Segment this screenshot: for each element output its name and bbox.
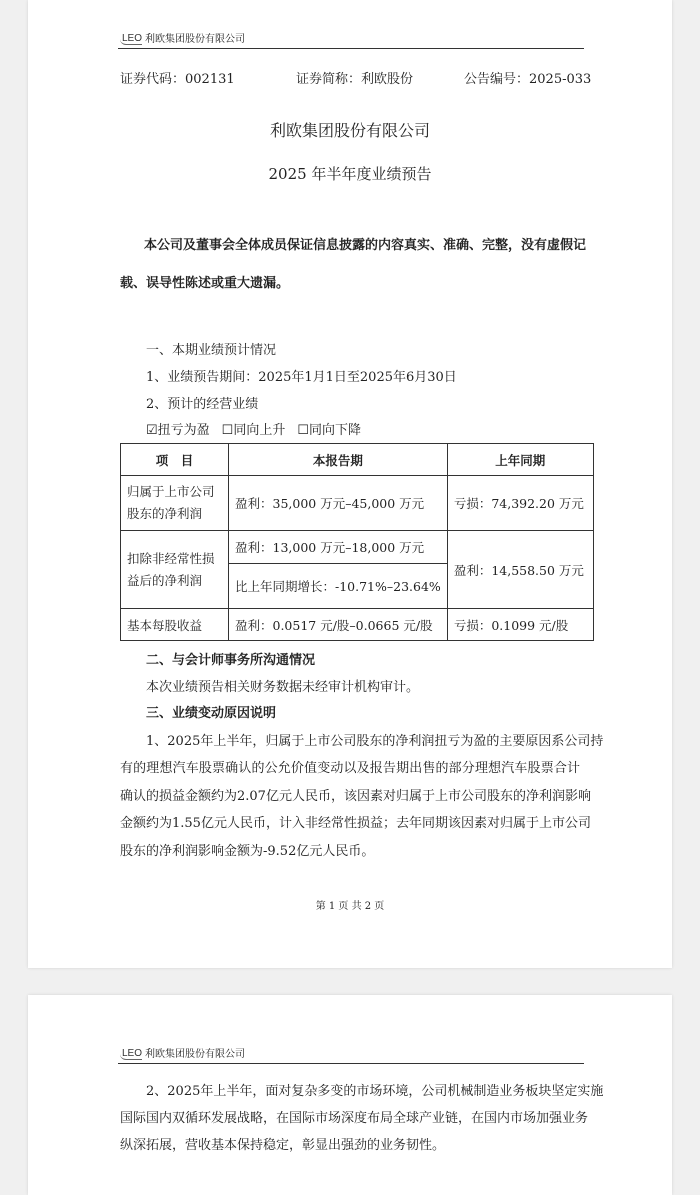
document-page-2 <box>28 995 672 1195</box>
performance-type-checks <box>146 419 361 438</box>
check-increase: ☐同向上升 <box>221 423 286 438</box>
section-1-heading: 一、本期业绩预计情况 <box>146 343 277 358</box>
reason-line: 股东的净利润影响金额为-9.52亿元人民币。 <box>120 844 375 859</box>
section-2-heading: 二、与会计师事务所沟通情况 <box>146 653 316 668</box>
company-logo: LEO <box>122 33 143 44</box>
check-decrease: ☐同向下降 <box>297 423 362 438</box>
document-page-1 <box>28 0 672 968</box>
header-current: 本报告期 <box>229 444 448 476</box>
section-3-heading: 三、业绩变动原因说明 <box>146 706 277 721</box>
performance-table <box>120 443 594 641</box>
reason-line: 金额约为1.55亿元人民币，计入非经常性损益；去年同期该因素对归属于上市公司 <box>120 816 591 831</box>
reason-line: 有的理想汽车股票确认的公允价值变动以及报告期出售的部分理想汽车股票合计 <box>120 761 580 776</box>
page2-line: 2、2025年上半年，面对复杂多变的市场环境，公司机械制造业务板块坚定实施 <box>146 1084 604 1099</box>
cell-prior: 亏损：74,392.20 万元 <box>447 476 593 531</box>
cell-prior: 亏损：0.1099 元/股 <box>447 609 593 641</box>
notice-number: 公告编号：2025-033 <box>464 72 592 87</box>
header-item: 项 目 <box>121 444 229 476</box>
header-prior: 上年同期 <box>447 444 593 476</box>
header-company-name: 利欧集团股份有限公司 <box>145 1049 246 1060</box>
cell-current: 盈利：13,000 万元–18,000 万元 <box>229 531 448 564</box>
stock-code: 证券代码：002131 <box>120 72 235 87</box>
doc-title: 利欧集团股份有限公司 <box>269 121 430 140</box>
table-row <box>121 609 594 641</box>
cell-current: 盈利：35,000 万元–45,000 万元 <box>229 476 448 531</box>
reason-line: 1、2025年上半年，归属于上市公司股东的净利润扭亏为盈的主要原因系公司持 <box>146 734 604 749</box>
cell-growth: 比上年同期增长：-10.71%–23.64% <box>229 564 448 609</box>
header-company-name: 利欧集团股份有限公司 <box>145 34 246 45</box>
page-header <box>120 1045 245 1060</box>
forecast-period: 1、业绩预告期间：2025年1月1日至2025年6月30日 <box>146 370 457 385</box>
reason-line: 确认的损益金额约为2.07亿元人民币，该因素对归属于上市公司股东的净利润影响 <box>120 789 591 804</box>
table-header-row <box>121 444 594 476</box>
header-rule <box>118 1063 584 1064</box>
cell-prior: 盈利：14,558.50 万元 <box>447 531 593 609</box>
expected-performance-label: 2、预计的经营业绩 <box>146 397 259 412</box>
page-header <box>120 30 245 45</box>
cell-item: 基本每股收益 <box>121 609 229 641</box>
cell-current: 盈利：0.0517 元/股–0.0665 元/股 <box>229 609 448 641</box>
page2-line: 纵深拓展，营收基本保持稳定，彰显出强劲的业务韧性。 <box>120 1138 446 1153</box>
company-logo: LEO <box>122 1048 143 1059</box>
statement-line-1: 本公司及董事会全体成员保证信息披露的内容真实、准确、完整，没有虚假记 <box>144 238 587 253</box>
check-turnaround: ☑扭亏为盈 <box>146 423 210 438</box>
stock-name: 证券简称：利欧股份 <box>296 72 414 87</box>
page2-line: 国际国内双循环发展战略，在国际市场深度布局全球产业链，在国内市场加强业务 <box>120 1111 589 1126</box>
section-2-text: 本次业绩预告相关财务数据未经审计机构审计。 <box>146 680 420 695</box>
table-row <box>121 476 594 531</box>
header-rule <box>118 48 584 49</box>
doc-subtitle: 2025 年半年度业绩预告 <box>268 165 432 183</box>
table-row <box>121 531 594 564</box>
cell-item: 归属于上市公司股东的净利润 <box>121 476 229 531</box>
statement-line-2: 载、误导性陈述或重大遗漏。 <box>120 276 290 291</box>
page-footer: 第 1 页 共 2 页 <box>315 901 385 912</box>
cell-item: 扣除非经常性损益后的净利润 <box>121 531 229 609</box>
